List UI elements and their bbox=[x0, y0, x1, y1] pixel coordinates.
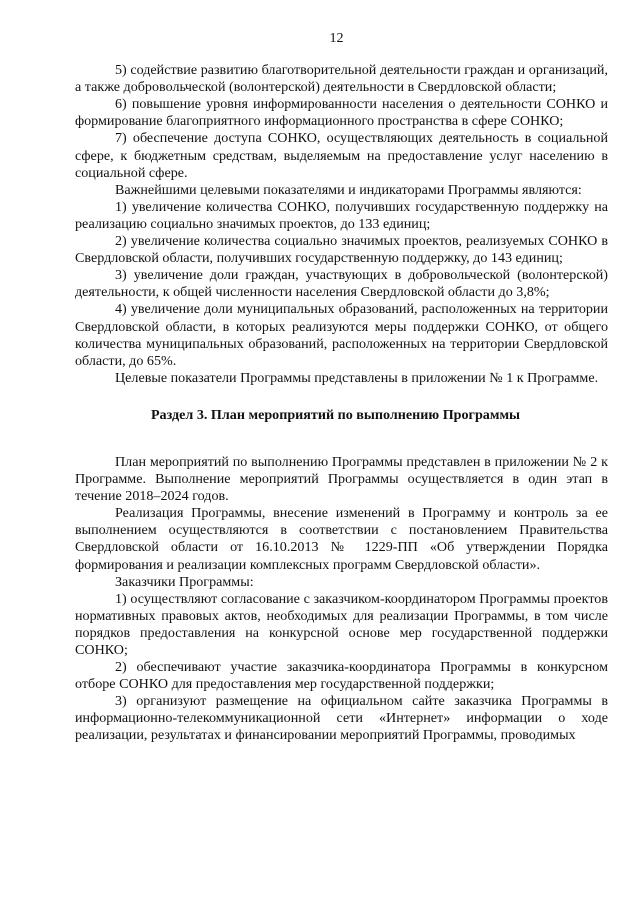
paragraph-indicators-intro: Важнейшими целевыми показателями и индикаторами Программы являются: bbox=[115, 181, 582, 198]
paragraph-customer-duty-2: 2) обеспечивают участие заказчика-координатора Программы в конкурсном отборе СОНКО для предоставления мер государственной поддержки; bbox=[75, 659, 608, 693]
paragraph-customers-intro: Заказчики Программы: bbox=[115, 573, 254, 590]
paragraph-plan: План мероприятий по выполнению Программы представлен в приложении № 2 к Программе. Выполнение мероприятий Программы осуществляется в один этап в течение 2018–2024 годов. bbox=[75, 453, 608, 505]
paragraph-indicator-4: 4) увеличение доли муниципальных образований, расположенных на территории Свердловской области, в которых реализуются меры поддержки СОНКО, от общего количества муниципальных образований, расположенных на территории Свердловской области, до 65%. bbox=[75, 301, 608, 369]
paragraph-implementation: Реализация Программы, внесение изменений в Программу и контроль за ее выполнением осуществляются в соответствии с постановлением Правительства Свердловской области от 16.10.2013 № 1229-ПП «Об утверждении Порядка формирования и реализации комплексных программ Свердловской области». bbox=[75, 505, 608, 573]
paragraph-customer-duty-3: 3) организуют размещение на официальном сайте заказчика Программы в информационно-телекоммуникационной сети «Интернет» информации о ходе реализации, результатах и финансировании мероприятий Программы, проводимых bbox=[75, 693, 608, 744]
paragraph-customer-duty-1: 1) осуществляют согласование с заказчиком-координатором Программы проектов нормативных правовых актов, необходимых для реализации Программы, в том числе порядков предоставления на конкурсной основе мер государственной поддержки СОНКО; bbox=[75, 590, 608, 658]
section-heading: Раздел 3. План мероприятий по выполнению Программы bbox=[150, 406, 521, 423]
paragraph-indicator-2: 2) увеличение количества социально значимых проектов, реализуемых СОНКО в Свердловской области, получивших государственную поддержку, до 143 единиц; bbox=[75, 233, 608, 267]
paragraph-goal-7: 7) обеспечение доступа СОНКО, осуществляющих деятельность в социальной сфере, к бюджетным средствам, выделяемым на предоставление услуг населению в социальной сфере. bbox=[75, 130, 608, 181]
paragraph-indicator-1: 1) увеличение количества СОНКО, получивших государственную поддержку на реализацию социально значимых проектов, до 133 единиц; bbox=[75, 198, 608, 232]
page-number: 12 bbox=[329, 30, 344, 46]
paragraph-indicator-3: 3) увеличение доли граждан, участвующих в добровольческой (волонтерской) деятельности, к общей численности населения Свердловской области до 3,8%; bbox=[75, 267, 608, 301]
paragraph-indicators-appendix: Целевые показатели Программы представлены в приложении № 1 к Программе. bbox=[115, 369, 599, 386]
paragraph-goal-6: 6) повышение уровня информированности населения о деятельности СОНКО и формирование благоприятного информационного пространства в сфере СОНКО; bbox=[75, 96, 608, 130]
paragraph-goal-5: 5) содействие развитию благотворительной деятельности граждан и организаций, а также добровольческой (волонтерской) деятельности в Свердловской области; bbox=[75, 62, 608, 96]
